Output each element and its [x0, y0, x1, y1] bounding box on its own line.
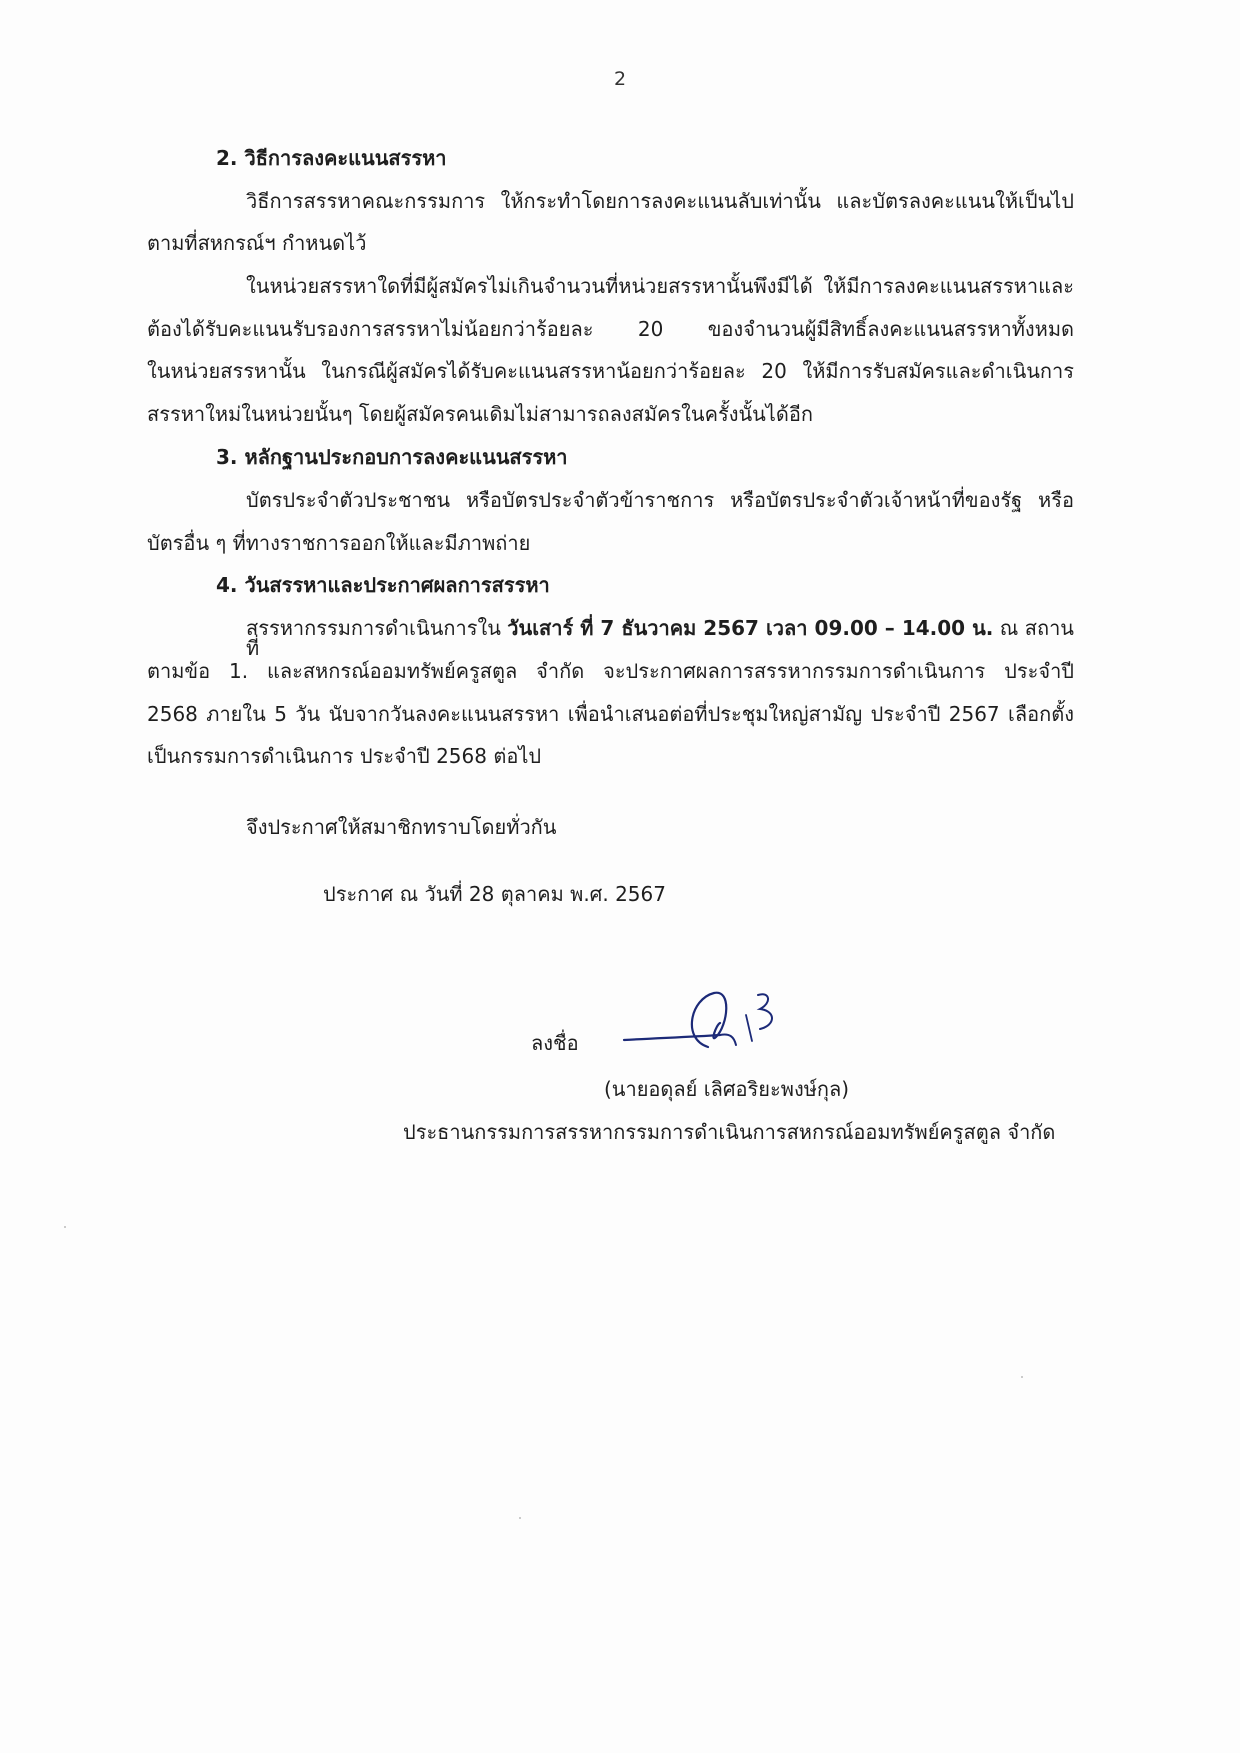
section-4-line-1	[246, 618, 1074, 658]
election-date-time: วันเสาร์ ที่ 7 ธันวาคม 2567 เวลา 09.00 – 14.00 น.	[507, 616, 994, 640]
section-3-line-2: บัตรอื่น ๆ ที่ทางราชการออกให้และมีภาพถ่าย	[147, 531, 531, 555]
scan-speck	[1021, 1376, 1023, 1378]
signature-mark	[620, 985, 790, 1060]
section-4-line-1-end: ณ สถานที่	[246, 616, 1074, 660]
announcement-date: ประกาศ ณ วันที่ 28 ตุลาคม พ.ศ. 2567	[323, 882, 666, 906]
section-2-paragraph-2-line-3: ในหน่วยสรรหานั้น ในกรณีผู้สมัครได้รับคะแนนสรรหาน้อยกว่าร้อยละ 20 ให้มีการรับสมัครและดำเนินการ	[147, 359, 1074, 383]
section-3-line-1: บัตรประจำตัวประชาชน หรือบัตรประจำตัวข้าราชการ หรือบัตรประจำตัวเจ้าหน้าที่ของรัฐ หรือ	[246, 488, 1074, 512]
section-2-heading: 2. วิธีการลงคะแนนสรรหา	[216, 146, 447, 170]
section-4-line-1-start: สรรหากรรมการดำเนินการใน	[246, 616, 508, 640]
section-2-paragraph-1-line-2: ตามที่สหกรณ์ฯ กำหนดไว้	[147, 231, 367, 255]
section-4-line-4: เป็นกรรมการดำเนินการ ประจำปี 2568 ต่อไป	[147, 744, 542, 768]
scan-speck	[519, 1517, 521, 1519]
sign-label: ลงชื่อ	[531, 1031, 579, 1055]
section-4-line-2: ตามข้อ 1. และสหกรณ์ออมทรัพย์ครูสตูล จำกัด จะประกาศผลการสรรหากรรมการดำเนินการ ประจำปี	[147, 659, 1074, 683]
section-4-line-3: 2568 ภายใน 5 วัน นับจากวันลงคะแนนสรรหา เพื่อนำเสนอต่อที่ประชุมใหญ่สามัญ ประจำปี 2567 เลือกตั้ง	[147, 702, 1074, 726]
section-2-paragraph-2-line-1: ในหน่วยสรรหาใดที่มีผู้สมัครไม่เกินจำนวนที่หน่วยสรรหานั้นพึงมีได้ ให้มีการลงคะแนนสรรหาและ	[246, 274, 1074, 298]
section-2-paragraph-2-line-4: สรรหาใหม่ในหน่วยนั้นๆ โดยผู้สมัครคนเดิมไม่สามารถลงสมัครในครั้งนั้นได้อีก	[147, 402, 813, 426]
scan-speck	[64, 1226, 66, 1228]
section-4-heading: 4. วันสรรหาและประกาศผลการสรรหา	[216, 573, 550, 597]
closing-announcement: จึงประกาศให้สมาชิกทราบโดยทั่วกัน	[246, 815, 557, 839]
section-2-paragraph-2-line-2: ต้องได้รับคะแนนรับรองการสรรหาไม่น้อยกว่าร้อยละ 20 ของจำนวนผู้มีสิทธิ์ลงคะแนนสรรหาทั้งหมด	[147, 317, 1074, 341]
section-3-heading: 3. หลักฐานประกอบการลงคะแนนสรรหา	[216, 445, 568, 469]
signer-title: ประธานกรรมการสรรหากรรมการดำเนินการสหกรณ์ออมทรัพย์ครูสตูล จำกัด	[403, 1120, 1056, 1144]
page-number: 2	[613, 68, 627, 90]
section-2-paragraph-1-line-1: วิธีการสรรหาคณะกรรมการ ให้กระทำโดยการลงคะแนนลับเท่านั้น และบัตรลงคะแนนให้เป็นไป	[246, 189, 1074, 213]
signer-name: (นายอดุลย์ เลิศอริยะพงษ์กุล)	[604, 1077, 850, 1101]
